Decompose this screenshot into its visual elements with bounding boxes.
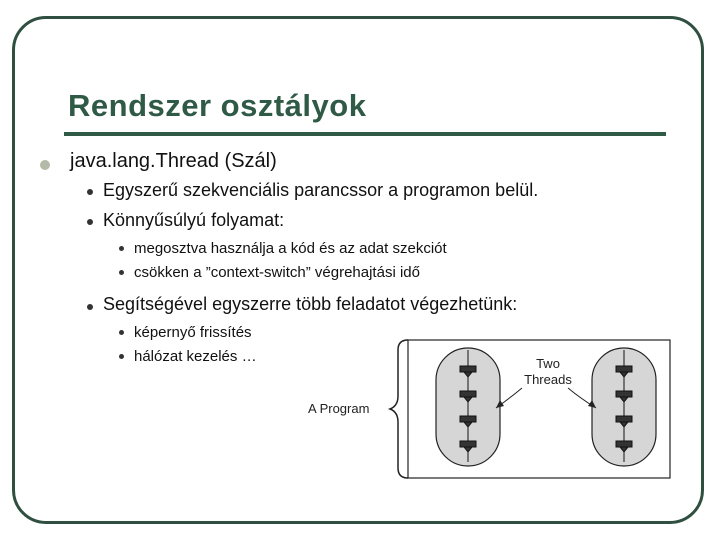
brace-shape <box>390 340 408 478</box>
bullet-network: hálózat kezelés … <box>134 348 257 365</box>
bullet-multitask: Segítségével egyszerre több feladatot végezhetünk: <box>103 294 518 314</box>
threads-label-line2: Threads <box>524 372 572 387</box>
bullet-icon <box>87 189 93 195</box>
bullet-icon <box>119 246 124 251</box>
bullet-icon <box>87 304 93 310</box>
bullet-icon <box>119 330 124 335</box>
bullet-lightweight: Könnyűsúlyú folyamat: <box>103 210 285 230</box>
bullet-icon <box>87 219 93 225</box>
bullet-context-switch: csökken a ”context-switch” végrehajtási idő <box>134 264 420 281</box>
bullet-screen-refresh: képernyő frissítés <box>134 324 252 341</box>
program-label: A Program <box>308 401 370 416</box>
bullet-icon <box>119 270 124 275</box>
bullet-icon <box>40 160 50 170</box>
bullet-shared-sections: megosztva használja a kód és az adat szekciót <box>134 240 447 257</box>
bullet-thread-class: java.lang.Thread (Szál) <box>70 150 277 172</box>
title-divider <box>64 132 666 136</box>
threads-label-line1: Two <box>536 356 560 371</box>
bullet-icon <box>119 354 124 359</box>
slide-title: Rendszer osztályok <box>68 88 367 123</box>
two-threads-diagram <box>300 336 672 482</box>
bullet-sequential: Egyszerű szekvenciális parancssor a programon belül. <box>103 180 539 200</box>
